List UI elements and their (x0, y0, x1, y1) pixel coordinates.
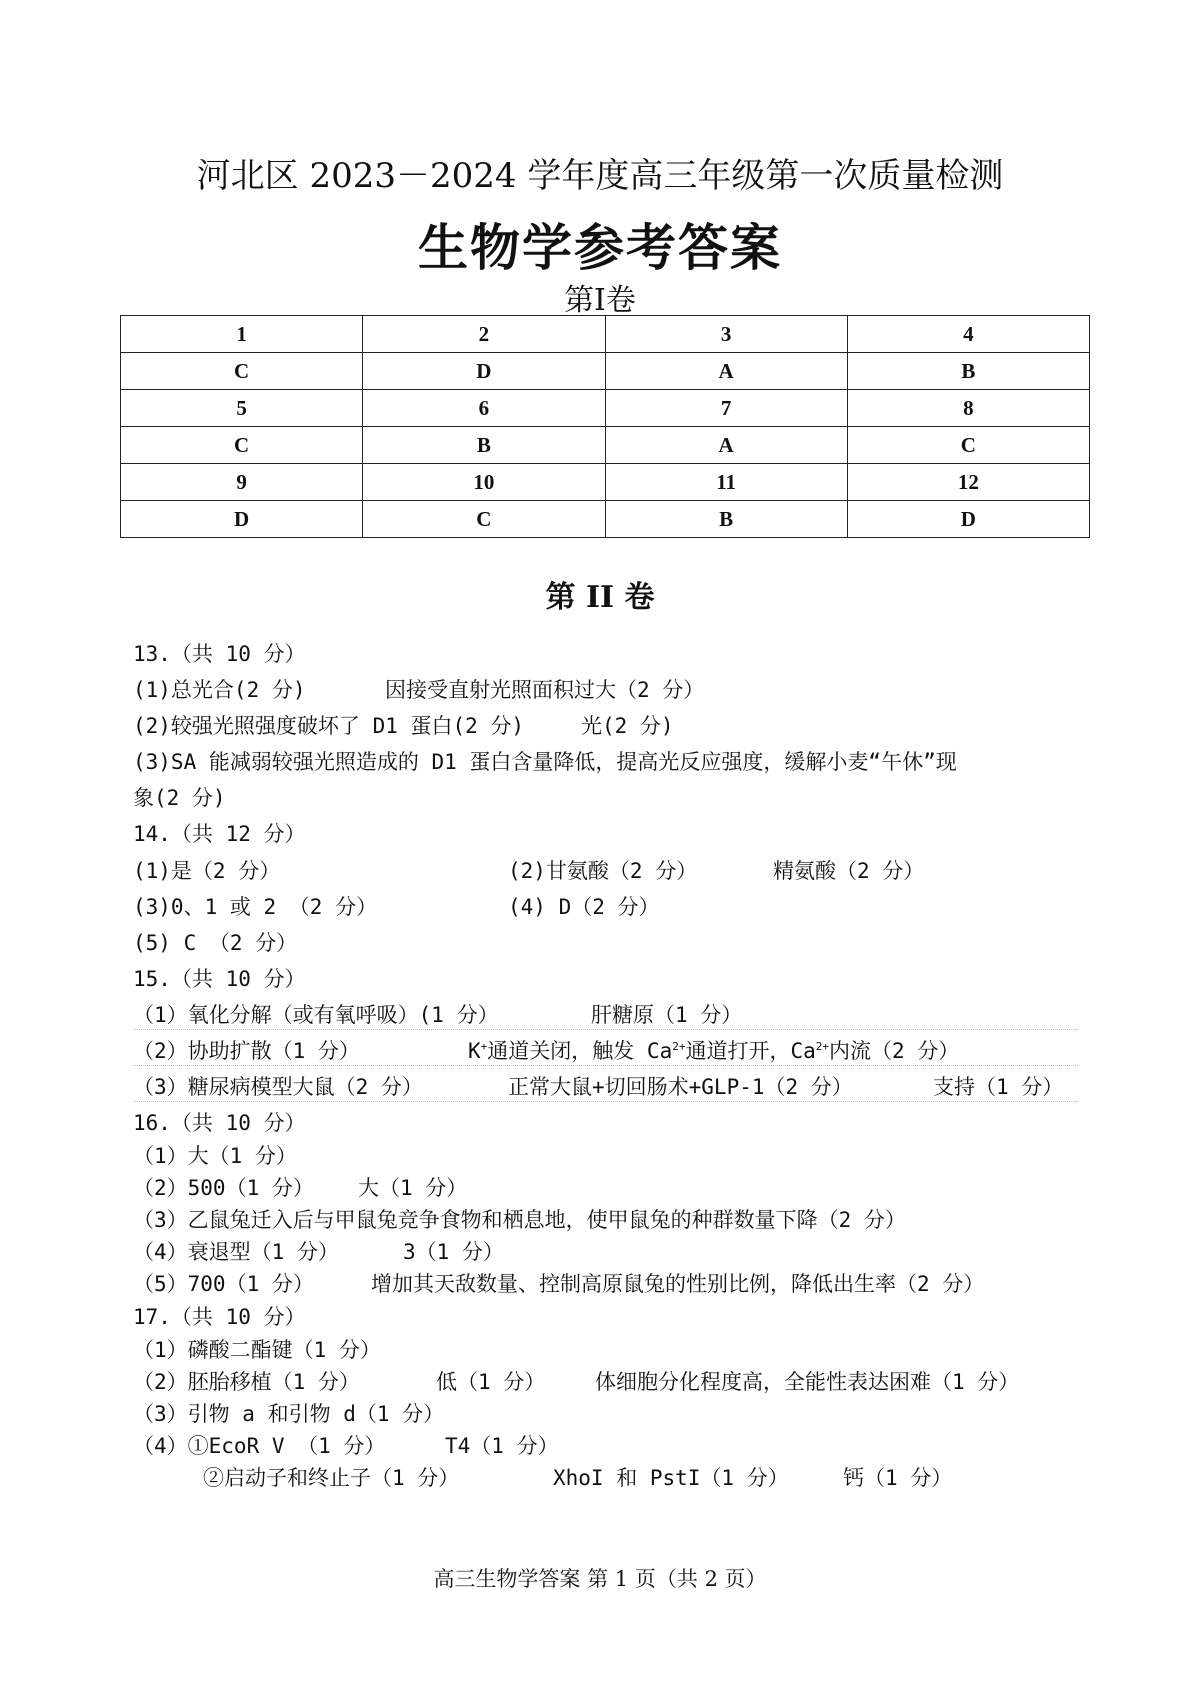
q15-3-answer-a: （3）糖尿病模型大鼠（2 分） (133, 1075, 423, 1099)
q14-heading: 14.（共 12 分） (133, 822, 306, 846)
q14-1-answer: (1)是（2 分） (133, 859, 281, 883)
q17-4-answer-a: （4）①EcoR V （1 分） (133, 1434, 386, 1458)
answer-key-cell: B (605, 501, 847, 538)
answer-key-cell: 1 (121, 316, 363, 353)
q17-line-3: （3）引物 a 和引物 d（1 分） (133, 1402, 445, 1426)
q17-line-2 (133, 1366, 1020, 1396)
q14-line-3: (5) C （2 分） (133, 931, 298, 955)
q17-2-answer-b: 低（1 分） (436, 1370, 546, 1394)
q15-2-answer-a: （2）协助扩散（1 分） (133, 1039, 360, 1063)
q17-2-answer-a: （2）胚胎移植（1 分） (133, 1370, 360, 1394)
q13-line-3b: 象(2 分) (133, 786, 226, 810)
answer-key-cell: 8 (847, 390, 1089, 427)
q17-4-answer-e: 钙（1 分） (843, 1466, 953, 1490)
answer-key-number-row (121, 464, 1090, 501)
page-footer: 高三生物学答案 第 1 页（共 2 页） (433, 1567, 767, 1591)
answer-key-letter-row (121, 427, 1090, 464)
q13-heading: 13.（共 10 分） (133, 642, 306, 666)
q16-2-answer-b: 大（1 分） (358, 1176, 468, 1200)
q13-2-answer-b: 光(2 分) (581, 714, 674, 738)
answer-key-cell: B (363, 427, 605, 464)
answer-key-cell: C (121, 353, 363, 390)
q14-3-answer: (3)0、1 或 2 （2 分） (133, 895, 378, 919)
q16-line-1: （1）大（1 分） (133, 1144, 297, 1168)
volume-1-heading: 第Ⅰ卷 (564, 283, 636, 318)
q16-4-answer-b: 3（1 分） (403, 1240, 504, 1264)
q16-2-answer-a: （2）500（1 分） (133, 1176, 314, 1200)
q16-line-5 (133, 1268, 985, 1298)
q15-line-3 (133, 1071, 1078, 1102)
q17-heading: 17.（共 10 分） (133, 1305, 306, 1329)
answer-key-cell: D (121, 501, 363, 538)
q16-heading: 16.（共 10 分） (133, 1111, 306, 1135)
answer-key-number-row (121, 316, 1090, 353)
q13-line-2 (133, 710, 674, 740)
q16-4-answer-a: （4）衰退型（1 分） (133, 1240, 339, 1264)
answer-key-letter-row (121, 501, 1090, 538)
q15-heading: 15.（共 10 分） (133, 967, 306, 991)
answer-key-cell: 11 (605, 464, 847, 501)
answer-key-cell: 2 (363, 316, 605, 353)
answer-key-letter-row (121, 353, 1090, 390)
q13-1-answer-a: (1)总光合(2 分) (133, 678, 306, 702)
q17-4-answer-d: XhoI 和 PstI（1 分） (553, 1466, 789, 1490)
answer-key-cell: C (363, 501, 605, 538)
q13-1-answer-b: 因接受直射光照面积过大（2 分） (385, 678, 705, 702)
q15-line-1 (133, 999, 1078, 1030)
answer-key-cell: A (605, 353, 847, 390)
q17-line-1: （1）磷酸二酯键（1 分） (133, 1338, 381, 1362)
answer-key-cell: 5 (121, 390, 363, 427)
q15-3-answer-b: 正常大鼠+切回肠术+GLP-1（2 分） (508, 1075, 853, 1099)
answer-key-cell: 3 (605, 316, 847, 353)
q13-line-3a: (3)SA 能减弱较强光照造成的 D1 蛋白含量降低，提高光反应强度，缓解小麦“午休”现 (133, 750, 957, 774)
answer-key-cell: D (363, 353, 605, 390)
q15-3-answer-c: 支持（1 分） (933, 1075, 1064, 1099)
q17-4-answer-b: T4（1 分） (445, 1434, 559, 1458)
q17-4-answer-c: ②启动子和终止子（1 分） (203, 1466, 460, 1490)
answer-key-cell: C (847, 427, 1089, 464)
answer-key-cell: 10 (363, 464, 605, 501)
q15-line-2 (133, 1035, 1078, 1066)
answer-key-cell: 4 (847, 316, 1089, 353)
q15-2-answer-b: K+通道关闭，触发 $Ca^{2+}$通道打开，$Ca^{2+}$内流（2 分） (468, 1039, 960, 1063)
q14-4-answer: (4) D（2 分） (508, 895, 660, 919)
q17-line-5 (203, 1462, 953, 1492)
q17-line-4 (133, 1430, 559, 1460)
answer-key-cell: D (847, 501, 1089, 538)
answer-key-table (120, 315, 1090, 538)
q16-5-answer-b: 增加其天敌数量、控制高原鼠兔的性别比例，降低出生率（2 分） (371, 1272, 985, 1296)
answer-key-cell: C (121, 427, 363, 464)
q16-5-answer-a: （5）700（1 分） (133, 1272, 314, 1296)
volume-2-heading: 第 II 卷 (545, 580, 655, 615)
q15-1-answer-b: 肝糖原（1 分） (591, 1003, 743, 1027)
answer-key-cell: 9 (121, 464, 363, 501)
answer-key-number-row (121, 390, 1090, 427)
answer-key-cell: 6 (363, 390, 605, 427)
answer-key-cell: A (605, 427, 847, 464)
q14-2-answer-b: 精氨酸（2 分） (773, 859, 925, 883)
q17-2-answer-c: 体细胞分化程度高，全能性表达困难（1 分） (595, 1370, 1020, 1394)
exam-title: 河北区 2023－2024 学年度高三年级第一次质量检测 (196, 156, 1004, 196)
q14-2-answer-a: (2)甘氨酸（2 分） (508, 859, 698, 883)
q13-line-1 (133, 674, 705, 704)
q14-line-2 (133, 891, 660, 921)
answer-key-cell: 7 (605, 390, 847, 427)
answer-title: 生物学参考答案 (418, 219, 782, 277)
q16-line-3: （3）乙鼠兔迁入后与甲鼠兔竞争食物和栖息地，使甲鼠兔的种群数量下降（2 分） (133, 1208, 906, 1232)
q15-1-answer-a: （1）氧化分解（或有氧呼吸）(1 分） (133, 1003, 499, 1027)
q13-2-answer-a: (2)较强光照强度破坏了 D1 蛋白(2 分) (133, 714, 525, 738)
q16-line-2 (133, 1172, 468, 1202)
q16-line-4 (133, 1236, 504, 1266)
answer-key-cell: 12 (847, 464, 1089, 501)
q14-line-1 (133, 855, 925, 885)
answer-key-cell: B (847, 353, 1089, 390)
